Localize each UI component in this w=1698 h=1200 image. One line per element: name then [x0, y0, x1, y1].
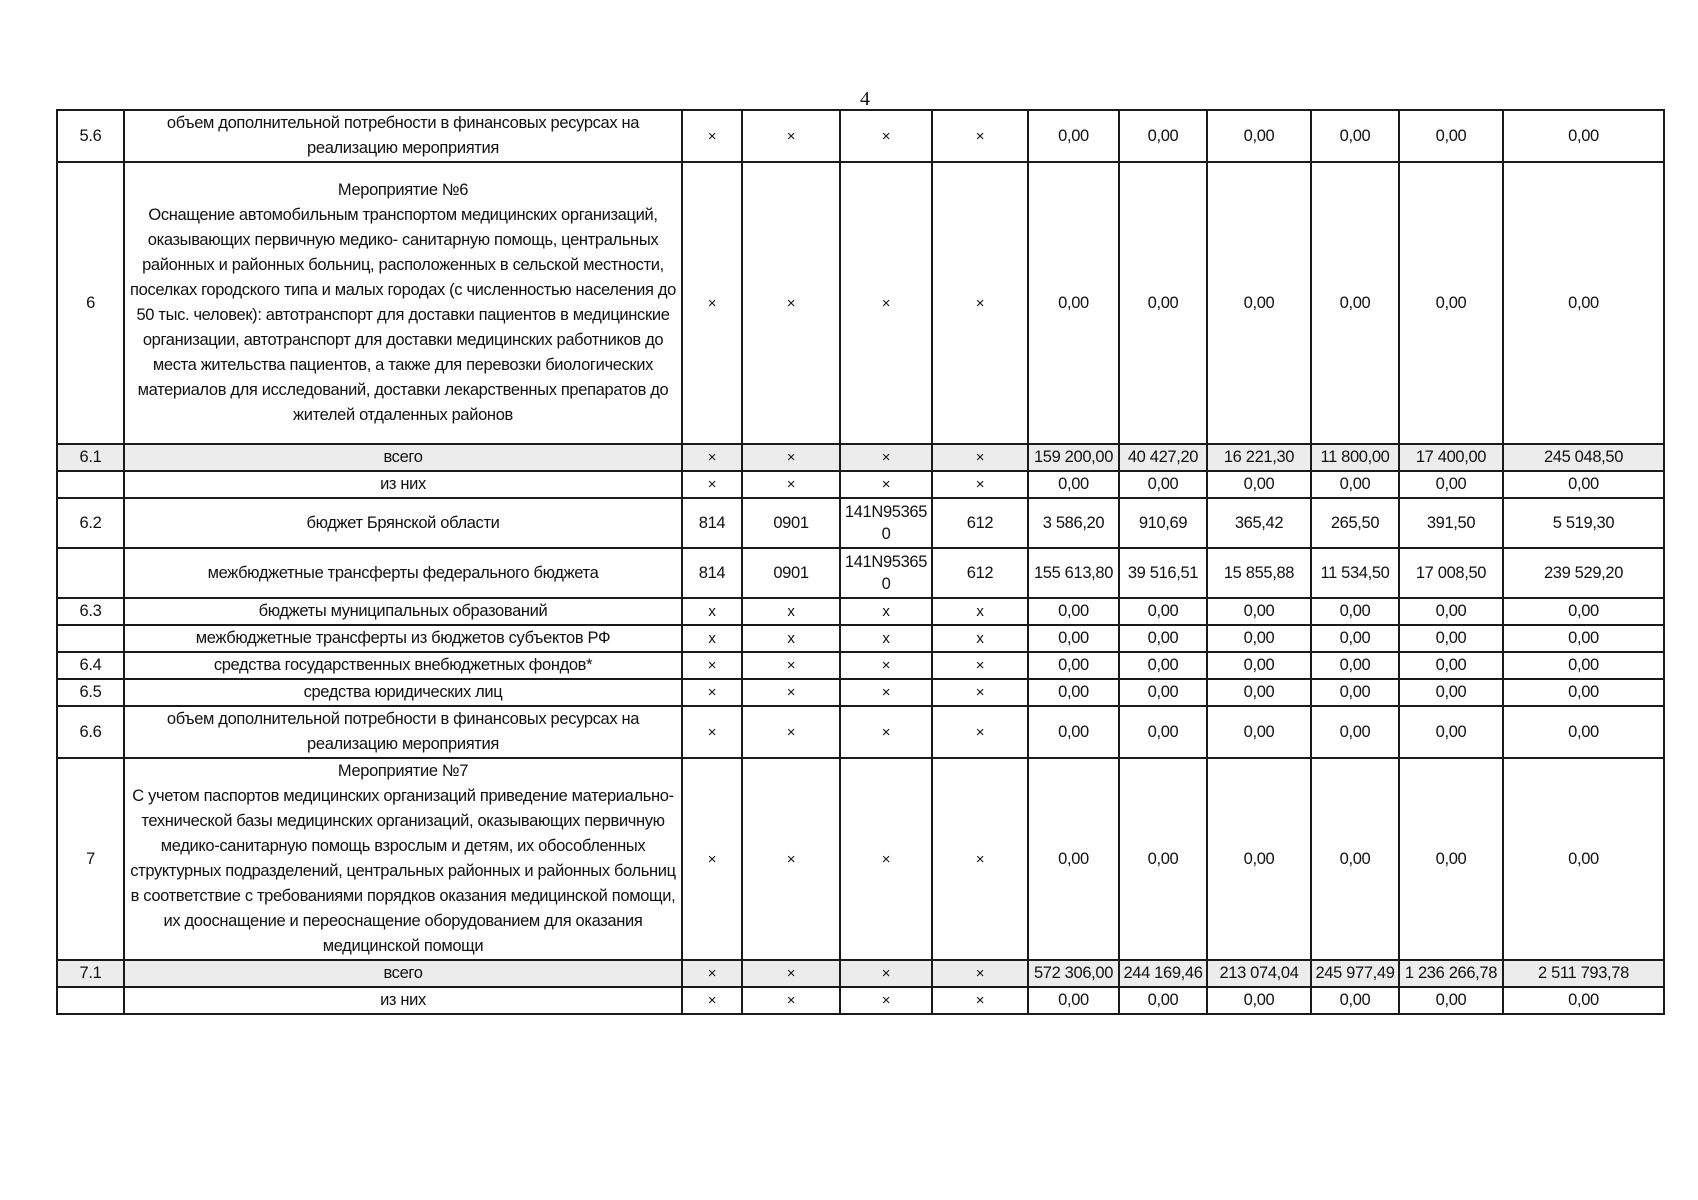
amount-total: 0,00 — [1503, 598, 1664, 625]
row-number — [57, 987, 124, 1014]
amount-total: 0,00 — [1503, 679, 1664, 706]
amount-2023: 0,00 — [1399, 987, 1503, 1014]
grbs-code: × — [682, 679, 742, 706]
amount-2023: 17 008,50 — [1399, 548, 1503, 598]
amount-2019: 0,00 — [1028, 987, 1119, 1014]
amount-total: 0,00 — [1503, 625, 1664, 652]
amount-total: 0,00 — [1503, 110, 1664, 162]
row-name: из них — [124, 471, 682, 498]
expense-type-code: × — [932, 652, 1028, 679]
row-number — [57, 471, 124, 498]
grbs-code: x — [682, 625, 742, 652]
amount-total: 239 529,20 — [1503, 548, 1664, 598]
amount-2021: 0,00 — [1207, 679, 1311, 706]
amount-total: 0,00 — [1503, 471, 1664, 498]
amount-2022: 0,00 — [1311, 706, 1399, 758]
row-name: бюджеты муниципальных образований — [124, 598, 682, 625]
row-name: средства юридических лиц — [124, 679, 682, 706]
grbs-code: x — [682, 598, 742, 625]
row-number: 6 — [57, 162, 124, 444]
amount-2021: 0,00 — [1207, 758, 1311, 960]
target-article-code: × — [840, 987, 932, 1014]
table-row — [57, 162, 1664, 444]
amount-2023: 0,00 — [1399, 110, 1503, 162]
row-name: межбюджетные трансферты федерального бюджета — [124, 548, 682, 598]
grbs-code: 814 — [682, 498, 742, 548]
expense-type-code: × — [932, 960, 1028, 987]
expense-type-code: × — [932, 162, 1028, 444]
row-number: 5.6 — [57, 110, 124, 162]
row-number — [57, 625, 124, 652]
amount-2021: 0,00 — [1207, 625, 1311, 652]
amount-2021: 0,00 — [1207, 598, 1311, 625]
expense-type-code: x — [932, 598, 1028, 625]
amount-2019: 0,00 — [1028, 625, 1119, 652]
amount-total: 0,00 — [1503, 758, 1664, 960]
amount-total: 0,00 — [1503, 162, 1664, 444]
amount-total: 5 519,30 — [1503, 498, 1664, 548]
amount-2019: 0,00 — [1028, 110, 1119, 162]
amount-2022: 11 800,00 — [1311, 444, 1399, 471]
amount-2021: 15 855,88 — [1207, 548, 1311, 598]
amount-2022: 0,00 — [1311, 598, 1399, 625]
row-number: 6.3 — [57, 598, 124, 625]
amount-2019: 3 586,20 — [1028, 498, 1119, 548]
amount-2020: 0,00 — [1119, 987, 1207, 1014]
amount-2019: 0,00 — [1028, 162, 1119, 444]
amount-2020: 0,00 — [1119, 598, 1207, 625]
amount-2021: 0,00 — [1207, 652, 1311, 679]
section-code: x — [742, 598, 840, 625]
amount-2023: 0,00 — [1399, 471, 1503, 498]
target-article-code: × — [840, 110, 932, 162]
amount-2019: 159 200,00 — [1028, 444, 1119, 471]
section-code: × — [742, 987, 840, 1014]
amount-2020: 0,00 — [1119, 758, 1207, 960]
section-code: 0901 — [742, 498, 840, 548]
row-number: 6.5 — [57, 679, 124, 706]
row-name: Мероприятие №6 Оснащение автомобильным транспортом медицинских организаций, оказывающих первичную медико- санитарную помощь, центральных районных и районных больниц, расположенных в сельской местности, поселках городского типа и малых городах (с численностью населения до 50 тыс. человек): автотранспорт для доставки пациентов в медицинские организации, автотранспорт для доставки медицинских работников до места жительства пациентов, а также для перевозки биологических материалов для исследований, доставки лекарственных препаратов до жителей отдаленных районов — [124, 162, 682, 444]
section-code: x — [742, 625, 840, 652]
grbs-code: × — [682, 987, 742, 1014]
row-number: 7.1 — [57, 960, 124, 987]
amount-2019: 0,00 — [1028, 706, 1119, 758]
table-row — [57, 625, 1664, 652]
target-article-code: × — [840, 444, 932, 471]
amount-2022: 11 534,50 — [1311, 548, 1399, 598]
amount-2023: 0,00 — [1399, 625, 1503, 652]
expense-type-code: × — [932, 679, 1028, 706]
amount-2021: 0,00 — [1207, 706, 1311, 758]
amount-2020: 244 169,46 — [1119, 960, 1207, 987]
amount-2019: 0,00 — [1028, 758, 1119, 960]
grbs-code: × — [682, 960, 742, 987]
amount-2022: 0,00 — [1311, 652, 1399, 679]
amount-2023: 0,00 — [1399, 679, 1503, 706]
target-article-code: x — [840, 625, 932, 652]
section-code: × — [742, 758, 840, 960]
grbs-code: × — [682, 444, 742, 471]
amount-2021: 213 074,04 — [1207, 960, 1311, 987]
target-article-code: × — [840, 706, 932, 758]
amount-total: 0,00 — [1503, 652, 1664, 679]
amount-2021: 0,00 — [1207, 162, 1311, 444]
table-row — [57, 498, 1664, 548]
amount-2020: 0,00 — [1119, 679, 1207, 706]
table-row — [57, 548, 1664, 598]
amount-2022: 0,00 — [1311, 758, 1399, 960]
amount-2021: 0,00 — [1207, 471, 1311, 498]
grbs-code: × — [682, 758, 742, 960]
amount-2023: 391,50 — [1399, 498, 1503, 548]
amount-2020: 0,00 — [1119, 625, 1207, 652]
table-row — [57, 652, 1664, 679]
table-row — [57, 110, 1664, 162]
amount-2022: 245 977,49 — [1311, 960, 1399, 987]
grbs-code: × — [682, 162, 742, 444]
amount-2022: 0,00 — [1311, 110, 1399, 162]
expense-type-code: × — [932, 444, 1028, 471]
amount-2020: 39 516,51 — [1119, 548, 1207, 598]
amount-2019: 155 613,80 — [1028, 548, 1119, 598]
amount-2022: 265,50 — [1311, 498, 1399, 548]
grbs-code: × — [682, 706, 742, 758]
amount-2022: 0,00 — [1311, 625, 1399, 652]
row-name: всего — [124, 444, 682, 471]
amount-2020: 0,00 — [1119, 471, 1207, 498]
amount-2021: 0,00 — [1207, 987, 1311, 1014]
amount-2021: 0,00 — [1207, 110, 1311, 162]
row-name: бюджет Брянской области — [124, 498, 682, 548]
target-article-code: × — [840, 758, 932, 960]
row-number — [57, 548, 124, 598]
section-code: × — [742, 652, 840, 679]
amount-2020: 0,00 — [1119, 706, 1207, 758]
amount-2023: 0,00 — [1399, 598, 1503, 625]
row-number: 6.1 — [57, 444, 124, 471]
amount-total: 245 048,50 — [1503, 444, 1664, 471]
row-number: 6.4 — [57, 652, 124, 679]
amount-2022: 0,00 — [1311, 162, 1399, 444]
amount-2020: 40 427,20 — [1119, 444, 1207, 471]
amount-2019: 0,00 — [1028, 598, 1119, 625]
row-name: объем дополнительной потребности в финансовых ресурсах на реализацию мероприятия — [124, 110, 682, 162]
amount-2023: 0,00 — [1399, 758, 1503, 960]
row-number: 6.2 — [57, 498, 124, 548]
section-code: 0901 — [742, 548, 840, 598]
target-article-code: x — [840, 598, 932, 625]
grbs-code: × — [682, 110, 742, 162]
section-code: × — [742, 706, 840, 758]
table-row — [57, 444, 1664, 471]
amount-total: 0,00 — [1503, 706, 1664, 758]
amount-2020: 910,69 — [1119, 498, 1207, 548]
amount-2020: 0,00 — [1119, 652, 1207, 679]
target-article-code: × — [840, 162, 932, 444]
section-code: × — [742, 162, 840, 444]
amount-2021: 365,42 — [1207, 498, 1311, 548]
target-article-code: × — [840, 679, 932, 706]
target-article-code: × — [840, 652, 932, 679]
row-name: всего — [124, 960, 682, 987]
expense-type-code: × — [932, 471, 1028, 498]
grbs-code: 814 — [682, 548, 742, 598]
expense-type-code: × — [932, 110, 1028, 162]
target-article-code: × — [840, 471, 932, 498]
section-code: × — [742, 679, 840, 706]
table-row — [57, 471, 1664, 498]
table-row — [57, 960, 1664, 987]
expense-type-code: × — [932, 706, 1028, 758]
amount-2021: 16 221,30 — [1207, 444, 1311, 471]
amount-2019: 0,00 — [1028, 652, 1119, 679]
amount-total: 2 511 793,78 — [1503, 960, 1664, 987]
amount-2023: 0,00 — [1399, 706, 1503, 758]
row-number: 7 — [57, 758, 124, 960]
table-row — [57, 987, 1664, 1014]
expense-type-code: x — [932, 625, 1028, 652]
table-row — [57, 598, 1664, 625]
section-code: × — [742, 960, 840, 987]
budget-table — [56, 109, 1665, 1015]
amount-2023: 17 400,00 — [1399, 444, 1503, 471]
page-number: 4 — [860, 88, 870, 110]
table-row — [57, 679, 1664, 706]
expense-type-code: × — [932, 758, 1028, 960]
target-article-code: 141N953650 — [840, 498, 932, 548]
row-name: средства государственных внебюджетных фондов* — [124, 652, 682, 679]
table-row — [57, 706, 1664, 758]
target-article-code: × — [840, 960, 932, 987]
amount-total: 0,00 — [1503, 987, 1664, 1014]
section-code: × — [742, 471, 840, 498]
amount-2023: 0,00 — [1399, 652, 1503, 679]
amount-2022: 0,00 — [1311, 987, 1399, 1014]
amount-2019: 0,00 — [1028, 679, 1119, 706]
row-number: 6.6 — [57, 706, 124, 758]
table-row — [57, 758, 1664, 960]
amount-2019: 0,00 — [1028, 471, 1119, 498]
row-name: Мероприятие №7 С учетом паспортов медицинских организаций приведение материально-технической базы медицинских организаций, оказывающих первичную медико-санитарную помощь взрослым и детям, их обособленных структурных подразделений, центральных районных и районных больниц в соответствие с требованиями порядков оказания медицинской помощи, их дооснащение и переоснащение оборудованием для оказания медицинской помощи — [124, 758, 682, 960]
amount-2023: 0,00 — [1399, 162, 1503, 444]
row-name: из них — [124, 987, 682, 1014]
expense-type-code: × — [932, 987, 1028, 1014]
row-name: межбюджетные трансферты из бюджетов субъектов РФ — [124, 625, 682, 652]
target-article-code: 141N953650 — [840, 548, 932, 598]
grbs-code: × — [682, 471, 742, 498]
amount-2023: 1 236 266,78 — [1399, 960, 1503, 987]
section-code: × — [742, 110, 840, 162]
amount-2020: 0,00 — [1119, 162, 1207, 444]
row-name: объем дополнительной потребности в финансовых ресурсах на реализацию мероприятия — [124, 706, 682, 758]
expense-type-code: 612 — [932, 498, 1028, 548]
amount-2022: 0,00 — [1311, 471, 1399, 498]
grbs-code: × — [682, 652, 742, 679]
expense-type-code: 612 — [932, 548, 1028, 598]
amount-2022: 0,00 — [1311, 679, 1399, 706]
section-code: × — [742, 444, 840, 471]
amount-2019: 572 306,00 — [1028, 960, 1119, 987]
amount-2020: 0,00 — [1119, 110, 1207, 162]
